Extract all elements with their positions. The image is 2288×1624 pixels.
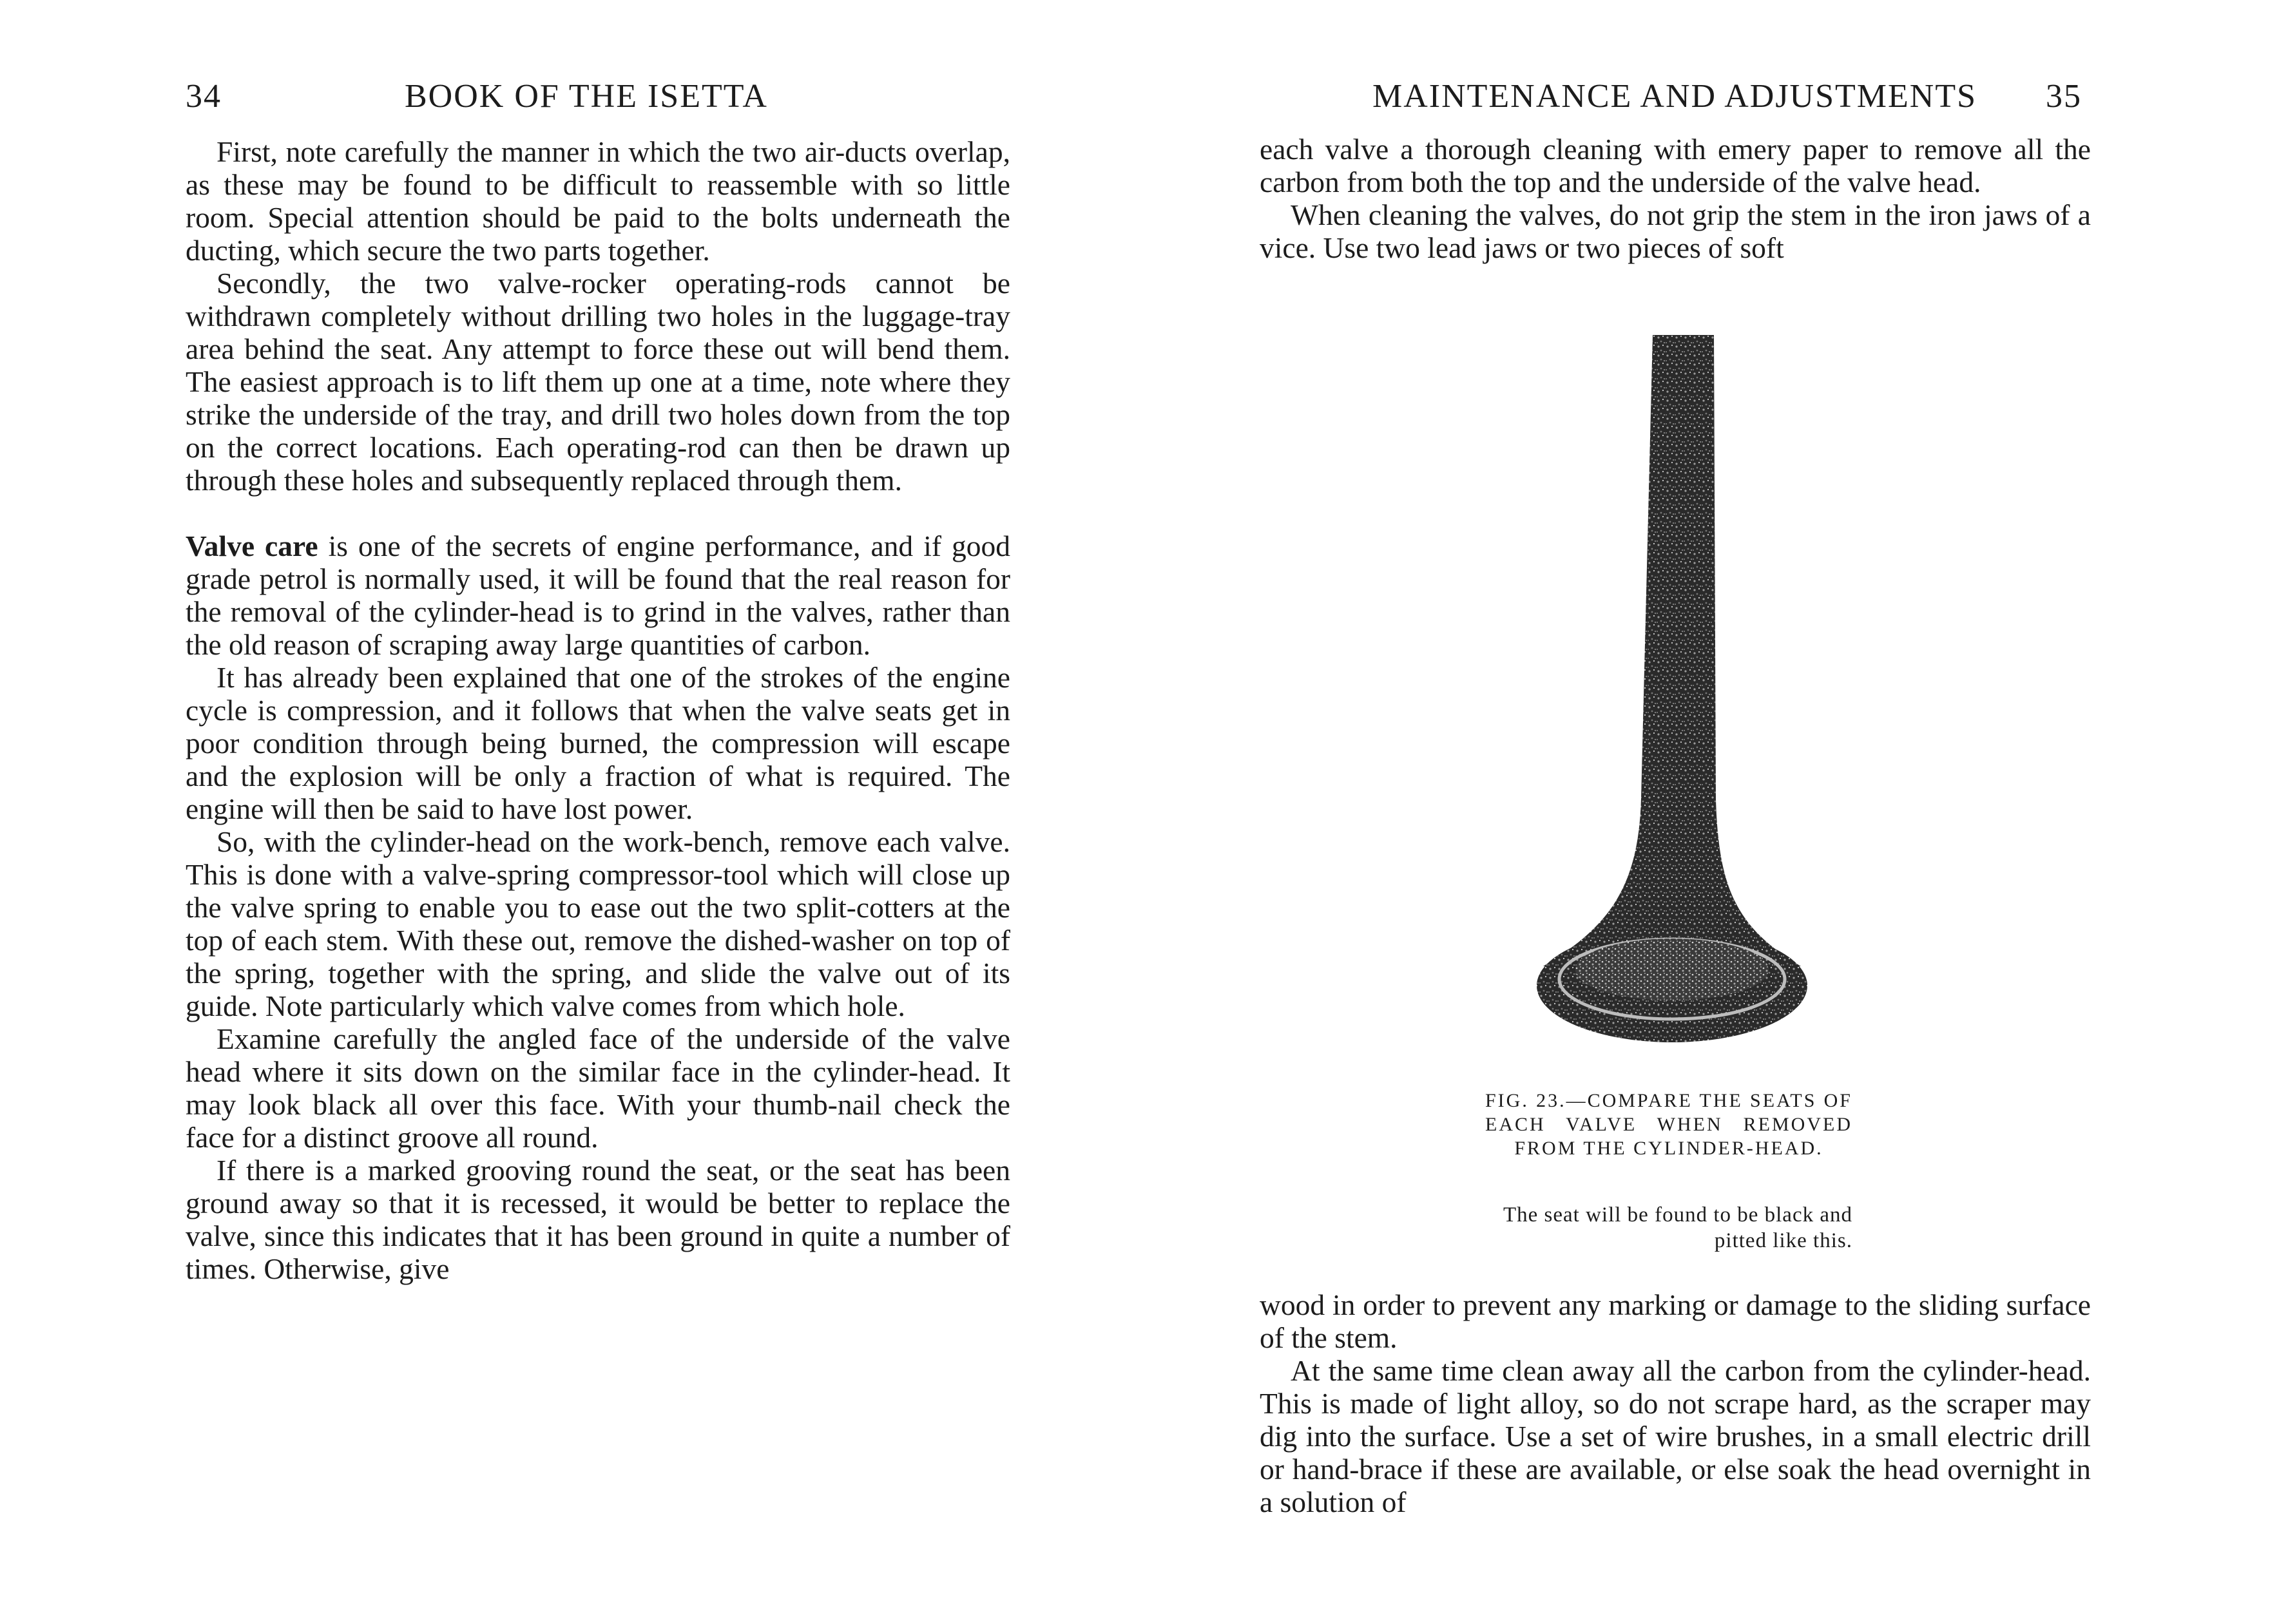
page-number-right: 35 (2046, 78, 2082, 115)
paragraph: So, with the cylinder-head on the work-bench, remove each valve. This is done with a valve-spring compressor-tool which will close up the valve spring to enable you to ease out the two split-cotters at the top of each stem. With these out, remove the dished-washer on top of the spring, together with the spring, and slide the valve out of its guide. Note particularly which valve comes from which hole. (186, 825, 1010, 1022)
figure-caption: FIG. 23.—COMPARE THE SEATS OF EACH VALVE WHEN REMOVED FROM THE CYLINDER-HEAD. (1485, 1090, 1852, 1159)
left-body-text (186, 135, 1010, 1285)
right-bottom-text (1260, 1288, 2091, 1518)
running-title-left: BOOK OF THE ISETTA (405, 78, 768, 115)
paragraph-text: is one of the secrets of engine performance, and if good grade petrol is normally used, it will be found that the real reason for the removal of the cylinder-head is to grind in the valves, rather than the old reason of scraping away large quantities of carbon. (186, 530, 1011, 661)
paragraph: Examine carefully the angled face of the underside of the valve head where it sits down on the similar face in the cylinder-head. It may look black all over this face. With your thumb-nail check the face for a distinct groove all round. (186, 1022, 1010, 1154)
paragraph: At the same time clean away all the carbon from the cylinder-head. This is made of light alloy, so do not scrape hard, as the scraper may dig into the surface. Use a set of wire brushes, in a small electric drill or hand-brace if these are available, or else soak the head overnight in a solution of (1260, 1354, 2091, 1518)
paragraph: Secondly, the two valve-rocker operating-rods cannot be withdrawn completely without drilling two holes in the luggage-tray area behind the seat. Any attempt to force these out will bend them. The easiest approach is to lift them up one at a time, note where they strike the underside of the tray, and drill two holes down from the top on the correct locations. Each operating-rod can then be drawn up through these holes and subsequently replaced through them. (186, 267, 1010, 497)
section-heading: Valve care (186, 530, 318, 562)
valve-photo-icon (1530, 335, 1814, 1050)
valve-stem (1543, 335, 1801, 966)
paragraph: If there is a marked grooving round the seat, or the seat has been ground away so that it is recessed, it would be better to replace the valve, since this indicates that it has been ground in quite a number of times. Otherwise, give (186, 1154, 1010, 1285)
paragraph: wood in order to prevent any marking or damage to the sliding surface of the stem. (1260, 1288, 2091, 1354)
valve-face (1575, 939, 1769, 1000)
figure-note: The seat will be found to be black and pitted like this. (1503, 1203, 1852, 1252)
paragraph: First, note carefully the manner in which the two air-ducts overlap, as these may be found to be difficult to reassemble with so little room. Special attention should be paid to the bolts underneath the ducting, which secure the two parts together. (186, 135, 1010, 267)
paragraph-valve-care (186, 530, 1010, 661)
running-title-right: MAINTENANCE AND ADJUSTMENTS (1372, 78, 1977, 115)
right-top-text (1260, 133, 2091, 264)
paragraph: When cleaning the valves, do not grip the stem in the iron jaws of a vice. Use two lead jaws or two pieces of soft (1260, 198, 2091, 264)
paragraph: It has already been explained that one of the strokes of the engine cycle is compression, and it follows that when the valve seats get in poor condition through being burned, the compression will escape and the explosion will be only a fraction of what is required. The engine will then be said to have lost power. (186, 661, 1010, 825)
page-number-left: 34 (186, 78, 222, 115)
paragraph: each valve a thorough cleaning with emery paper to remove all the carbon from both the top and the underside of the valve head. (1260, 133, 2091, 198)
